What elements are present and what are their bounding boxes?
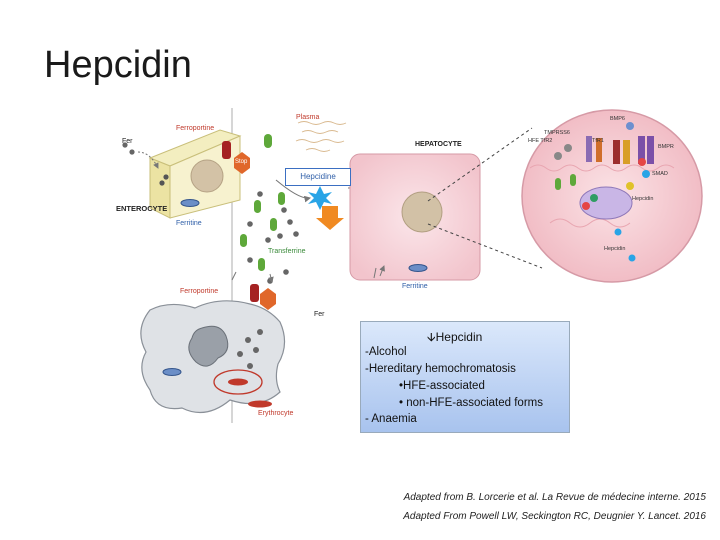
orange-arrow <box>316 206 344 230</box>
label-hfe-tfr2: HFE TfR2 <box>528 138 553 144</box>
label-bmpr: BMPR <box>658 144 674 150</box>
slide-title: Hepcidin <box>44 44 192 86</box>
hepcidin-decrease-box <box>360 321 570 433</box>
infobox-line-hemochromatosis: -Hereditary hemochromatosis <box>365 363 516 375</box>
macrophage-artwork <box>110 270 360 430</box>
label-ferroportine-top: Ferroportine <box>176 125 215 132</box>
label-hepatocyte: HEPATOCYTE <box>415 141 462 148</box>
label-enterocyte: ENTEROCYTE <box>116 204 168 213</box>
label-smad: SMAD <box>652 171 668 177</box>
label-hepcidin-gene: Hepcidin <box>632 196 654 202</box>
reference-1: Adapted from B. Lorcerie et al. La Revue de médecine interne. 2015 <box>403 492 706 503</box>
infobox-heading <box>427 328 482 349</box>
label-tfr1: TfR1 <box>592 138 604 144</box>
label-stop-top: Stop <box>235 159 248 165</box>
hepatocyte-cell <box>350 154 480 280</box>
label-erythrocyte: Erythrocyte <box>258 410 294 417</box>
label-hepcidin-out: Hepcidin <box>604 246 626 252</box>
label-plasma: Plasma <box>296 114 320 121</box>
label-ferritine-hepatocyte: Ferritine <box>402 283 428 290</box>
infobox-heading-text: Hepcidin <box>435 330 483 344</box>
stop-sign-bottom <box>260 288 276 310</box>
label-transferrine: Transferrine <box>268 248 306 255</box>
infobox-line-alcohol: -Alcohol <box>365 346 407 358</box>
label-fer-top: Fer <box>122 138 133 145</box>
plasma-waves <box>296 122 346 152</box>
label-fer-bottom: Fer <box>314 311 325 318</box>
label-tmprss6: TMPRSS6 <box>544 130 570 136</box>
label-ferritine-enterocyte: Ferritine <box>176 220 202 227</box>
label-bmp6: BMP6 <box>610 116 625 122</box>
down-arrow-icon: 🡫 <box>427 330 436 344</box>
label-hepcidine: Hepcidine <box>285 168 351 186</box>
label-ferroportine-bottom: Ferroportine <box>180 288 219 295</box>
reference-2: Adapted From Powell LW, Seckington RC, Deugnier Y. Lancet. 2016 <box>403 511 706 522</box>
infobox-line-anaemia: - Anaemia <box>365 413 417 425</box>
infobox-line-hfe: •HFE-associated <box>399 380 485 392</box>
infobox-line-non-hfe: • non-HFE-associated forms <box>399 397 543 409</box>
